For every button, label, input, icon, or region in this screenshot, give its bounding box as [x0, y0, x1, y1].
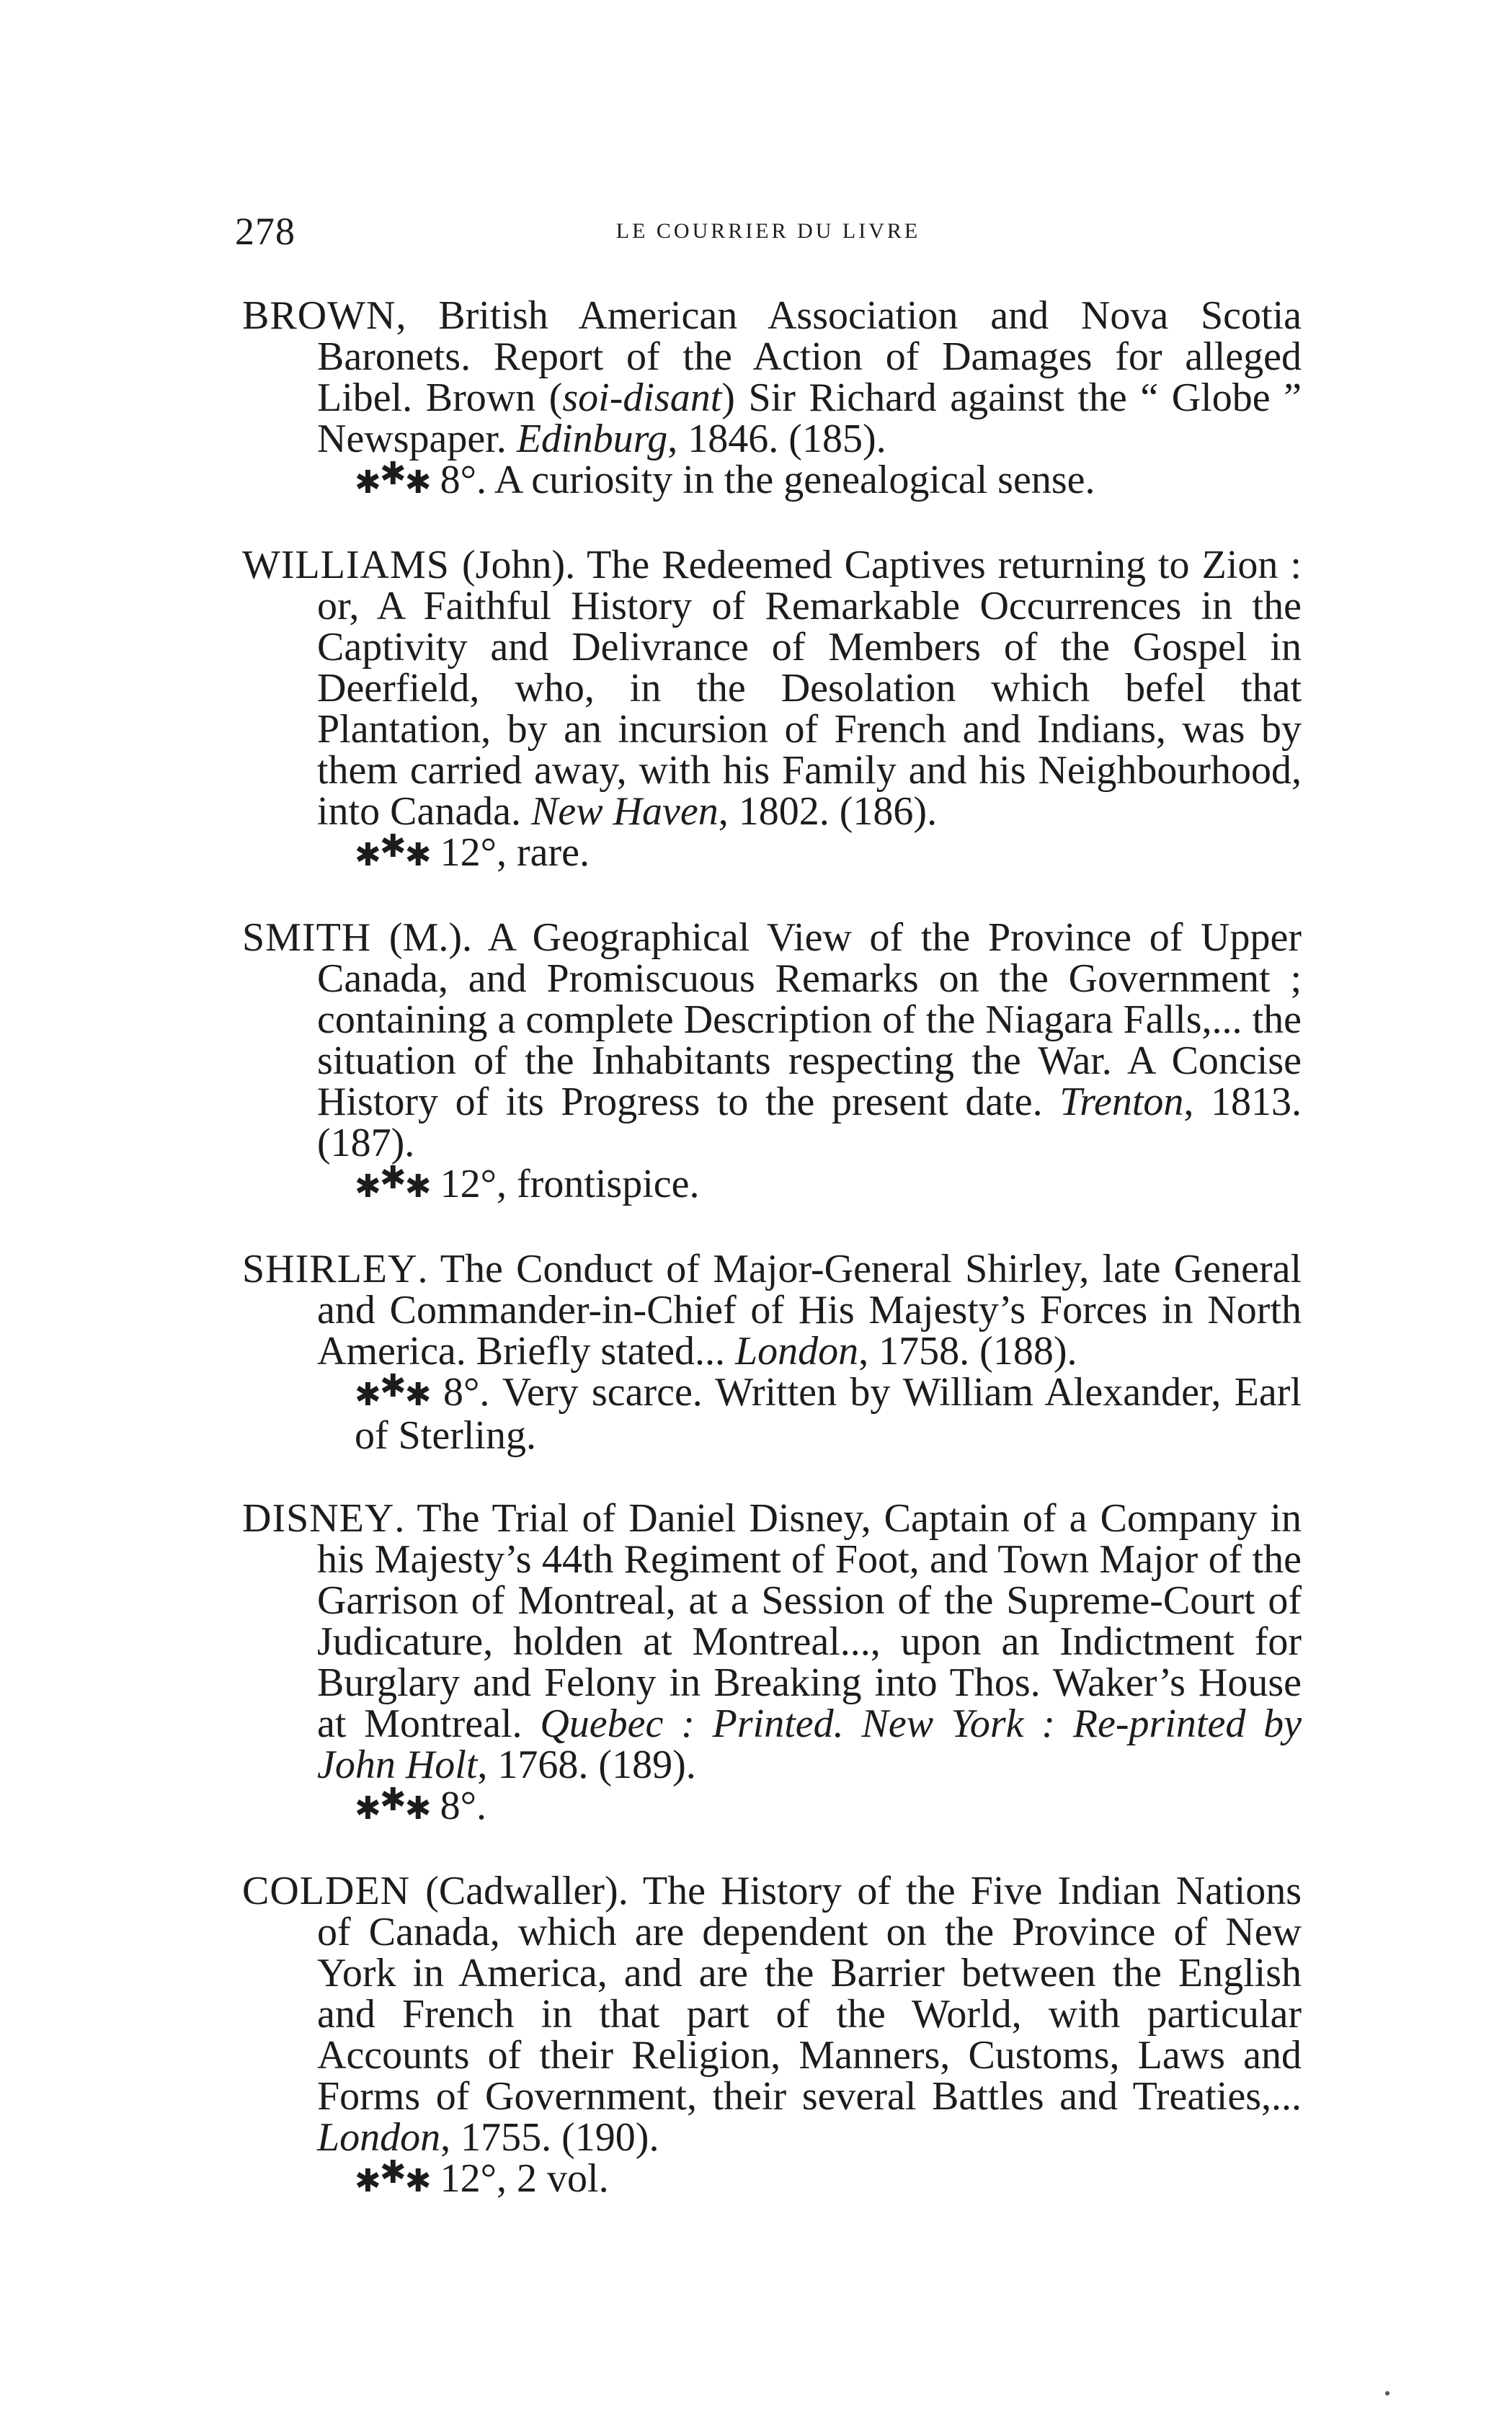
entry-imprint: , 1846. (185).	[667, 417, 886, 461]
entry-text: , British American Association and Nova Scotia Baronets. Report of the Action of Damages for alleged Libel. Brown (	[317, 293, 1302, 420]
entry-note-text: 8°. Very scarce. Written by William Alexander, Earl of Sterling.	[355, 1370, 1302, 1458]
entry-author: WILLIAMS	[242, 543, 450, 587]
entry-imprint: , 1813. (187).	[317, 1080, 1302, 1165]
entry-author: COLDEN	[242, 1869, 411, 1913]
entry-place: London	[317, 2115, 441, 2160]
entry-imprint: , 1768. (189).	[477, 1743, 696, 1787]
entry-text-italic: soi-disant	[562, 375, 722, 420]
asterism-mark: ✱✱✱	[355, 1160, 430, 1204]
entry-note-text: 8°.	[430, 1784, 487, 1828]
bibliography-entries	[242, 295, 1302, 2243]
entry-note	[317, 2155, 1302, 2202]
bibliography-entry	[242, 1498, 1302, 1829]
entry-place: New Haven	[531, 789, 719, 834]
entry-note-text: 12°, 2 vol.	[430, 2156, 609, 2201]
entry-author: DISNEY	[242, 1496, 395, 1541]
entry-imprint: , 1802. (186).	[718, 789, 938, 834]
entry-place: Trenton	[1059, 1080, 1184, 1124]
entry-note	[317, 1369, 1302, 1458]
asterism-mark: ✱✱✱	[355, 1369, 430, 1412]
entry-text: (M.). A Geographical View of the Province of Upper Canada, and Promiscuous Remarks on the Government ; containing a complete Description of the Niagara Falls,... the situation of the Inhabitants respecting the War. A Concise History of its Progress to the present date.	[317, 915, 1302, 1124]
page-header	[235, 209, 1302, 259]
entry-imprint: , 1758. (188).	[858, 1329, 1077, 1374]
entry-note-text: 8°. A curiosity in the genealogical sense.	[430, 458, 1095, 502]
entry-text: . The Trial of Daniel Disney, Captain of a Company in his Majesty’s 44th Regiment of Foot, and Town Major of the Garrison of Montreal, at a Session of the Supreme-Court of Judicature, holden at Montreal..., upon an Indictment for Burglary and Felony in Breaking into Thos. Waker’s House at Montreal.	[317, 1496, 1302, 1746]
bibliography-entry	[242, 1871, 1302, 2202]
entry-place: Edinburg	[516, 417, 668, 461]
entry-note-text: 12°, frontispice.	[430, 1162, 700, 1206]
page-number: 278	[235, 210, 295, 253]
entry-text: . The Conduct of Major-General Shirley, late General and Commander-in-Chief of His Majesty’s Forces in North America. Briefly stated...	[317, 1247, 1302, 1374]
entry-note-text: 12°, rare.	[430, 830, 590, 875]
entry-author: BROWN	[242, 293, 396, 338]
bibliography-entry	[242, 917, 1302, 1207]
entry-note	[317, 456, 1302, 503]
entry-note	[317, 1160, 1302, 1207]
asterism-mark: ✱✱✱	[355, 1782, 430, 1826]
bibliography-entry	[242, 1249, 1302, 1456]
entry-note	[317, 829, 1302, 876]
asterism-mark: ✱✱✱	[355, 456, 430, 500]
entry-place: London	[735, 1329, 859, 1374]
entry-text: (Cadwaller). The History of the Five Indian Nations of Canada, which are dependent on the Province of New York in America, and are the Barrier between the English and French in that part of the World, with particular Accounts of their Religion, Manners, Customs, Laws and Forms of Government, their several Battles and Treaties,...	[317, 1869, 1302, 2119]
entry-text: ) Sir Richard against the “ Globe ” Newspaper.	[317, 375, 1302, 461]
entry-author: SMITH	[242, 915, 372, 960]
entry-text: (John). The Redeemed Captives returning to Zion : or, A Faithful History of Remarkable Occurrences in the Captivity and Delivrance of Members of the Gospel in Deerfield, who, in the Desolation which befel that Plantation, by an incursion of French and Indians, was by them carried away, with his Family and his Neighbourhood, into Canada.	[317, 543, 1302, 834]
entry-note	[317, 1782, 1302, 1829]
bibliography-entry	[242, 295, 1302, 503]
entry-place: Quebec : Printed. New York : Re-printed by John Holt	[317, 1701, 1302, 1787]
asterism-mark: ✱✱✱	[355, 2155, 430, 2199]
entry-author: SHIRLEY	[242, 1247, 418, 1291]
ink-speck	[1385, 2391, 1389, 2395]
running-title: LE COURRIER DU LIVRE	[615, 219, 921, 243]
bibliography-entry	[242, 545, 1302, 876]
asterism-mark: ✱✱✱	[355, 829, 430, 873]
entry-imprint: , 1755. (190).	[440, 2115, 659, 2160]
